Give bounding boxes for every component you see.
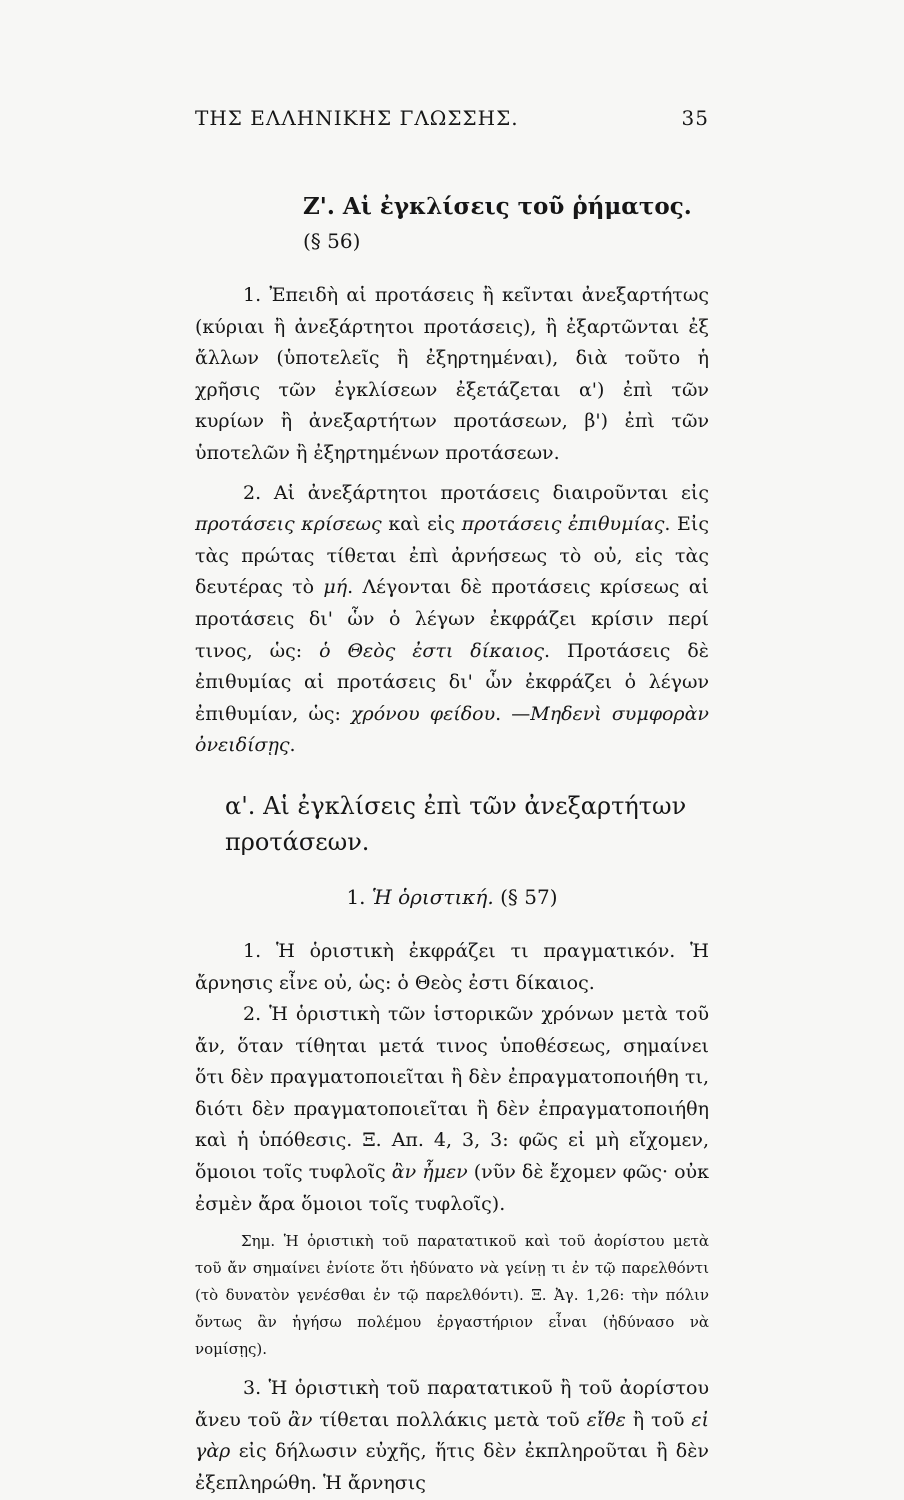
text-run: 2. Ἡ ὁριστικὴ τῶν ἱστορικῶν χρόνων μετὰ τοῦ ἄν, ὅταν τίθηται μετά τινος ὑποθέσεως, σημαίνει ὅτι δὲν πραγματοποιεῖται ἢ δὲν ἐπραγματοποιήθη τι, διότι δὲν πραγματοποιεῖται ἢ δὲν ἐπραγματοποιήθη καὶ ἡ ὑπόθεσις. Ξ. Απ. 4, 3, 3: φῶς εἰ μὴ εἴχομεν, ὅμοιοι τοῖς τυφλοῖς bbox=[195, 1003, 709, 1184]
subsection-a-label: α'. bbox=[225, 791, 256, 820]
italic-example: ὁ Θεὸς ἐστι δίκαιος bbox=[319, 639, 545, 662]
text-run: . Λέγονται δὲ προτάσεις κρίσεως αἱ προτάσεις δι' ὧν ὁ λέγων ἐκφράζει κρίσιν περί τινος, ὡς: bbox=[195, 576, 710, 662]
running-header bbox=[195, 100, 709, 136]
italic-term: εἰ γὰρ bbox=[195, 1408, 709, 1463]
paragraph-3: 1. Ἡ ὁριστικὴ ἐκφράζει τι πραγματικόν. Ἡ ἄρνησις εἶνε οὐ, ὡς: ὁ Θεὸς ἐστι δίκαιος. bbox=[195, 939, 709, 994]
running-title: ΤΗΣ ΕΛΛΗΝΙΚΗΣ ΓΛΩΣΣΗΣ. bbox=[195, 106, 519, 130]
page-number: 35 bbox=[681, 106, 709, 130]
text-run: ἢ τοῦ bbox=[625, 1408, 692, 1431]
text-run: (νῦν δὲ ἔχομεν φῶς· οὐκ ἐσμὲν ἄρα ὅμοιοι τοῖς τυφλοῖς). bbox=[195, 1161, 709, 1215]
subsection-a-title: Αἱ ἐγκλίσεις ἐπὶ τῶν ἀνεξαρτήτων προτάσεων. bbox=[225, 791, 687, 856]
italic-term: ἂν bbox=[288, 1408, 313, 1431]
section-heading bbox=[195, 190, 709, 258]
italic-term: προτάσεις ἐπιθυμίας bbox=[461, 513, 665, 536]
page-body bbox=[195, 190, 709, 1500]
subsection-1-title: Ἡ ὁριστική. bbox=[371, 884, 494, 909]
section-reference: (§ 56) bbox=[303, 229, 361, 253]
note-paragraph: Σημ. Ἡ ὁριστικὴ τοῦ παρατατικοῦ καὶ τοῦ ἀορίστου μετὰ τοῦ ἄν σημαίνει ἐνίοτε ὅτι ἠδύνατο νὰ γείνῃ τι ἐν τῷ παρελθόντι (τὸ δυνατὸν γενέσθαι ἐν τῷ παρελθόντι). Ξ. Ἀγ. 1,26: τὴν πόλιν ὄντως ἂν ἡγήσω πολέμου ἐργαστήριον εἶναι (ἠδύνασο νὰ νομίσῃς). bbox=[195, 1232, 709, 1359]
italic-term: ἂν ἦμεν bbox=[391, 1161, 468, 1184]
subsection-heading-1 bbox=[195, 882, 709, 912]
italic-term: προτάσεις κρίσεως bbox=[195, 513, 382, 536]
subsection-1-reference: (§ 57) bbox=[500, 884, 558, 909]
paragraph-5 bbox=[195, 1373, 709, 1499]
italic-example: χρόνου φείδου bbox=[351, 702, 496, 725]
text-run: . — bbox=[495, 702, 531, 725]
paragraph-4 bbox=[195, 999, 709, 1220]
text-run: . Εἰς τὰς πρώτας τίθεται ἐπὶ ἀρνήσεως τὸ οὐ, εἰς τὰς δευτέρας τὸ bbox=[195, 513, 709, 599]
text-run: 3. Ἡ ὁριστικὴ τοῦ παρατατικοῦ ἢ τοῦ ἀορίστου ἄνευ τοῦ bbox=[195, 1377, 709, 1431]
text-run: . bbox=[289, 734, 296, 757]
text-run: καὶ εἰς bbox=[381, 513, 462, 536]
subsection-heading-a bbox=[195, 788, 709, 860]
text-run: . Προτάσεις δὲ ἐπιθυμίας αἱ προτάσεις δι' ὧν ἐκφράζει ὁ λέγων ἐπιθυμίαν, ὡς: bbox=[195, 639, 709, 725]
italic-example: Μηδενὶ συμφορὰν ὀνειδίσῃς bbox=[195, 702, 709, 757]
subsection-1-label: 1. bbox=[346, 884, 366, 909]
italic-term: εἴθε bbox=[586, 1408, 626, 1431]
text-run: εἰς δήλωσιν εὐχῆς, ἥτις δὲν ἐκπληροῦται ἢ δὲν ἐξεπληρώθη. Ἡ ἄρνησις bbox=[195, 1440, 709, 1495]
text-run: 2. Αἱ ἀνεξάρτητοι προτάσεις διαιροῦνται εἰς bbox=[243, 481, 709, 504]
section-label: Ζ'. bbox=[303, 193, 335, 220]
paragraph-2 bbox=[195, 478, 709, 762]
section-title: Αἱ ἐγκλίσεις τοῦ ῥήματος. bbox=[342, 193, 692, 220]
paragraph-1: 1. Ἐπειδὴ αἱ προτάσεις ἢ κεῖνται ἀνεξαρτήτως (κύριαι ἢ ἀνεξάρτητοι προτάσεις), ἢ ἐξαρτῶνται ἐξ ἄλλων (ὑποτελεῖς ἢ ἐξηρτημέναι), διὰ τοῦτο ἡ χρῆσις τῶν ἐγκλίσεων ἐξετάζεται α') ἐπὶ τῶν κυρίων ἢ ἀνεξαρτήτων προτάσεων, β') ἐπὶ τῶν ὑποτελῶν ἢ ἐξηρτημένων προτάσεων. bbox=[195, 284, 709, 464]
italic-term: μή bbox=[323, 576, 348, 599]
text-run: τίθεται πολλάκις μετὰ τοῦ bbox=[312, 1408, 587, 1431]
